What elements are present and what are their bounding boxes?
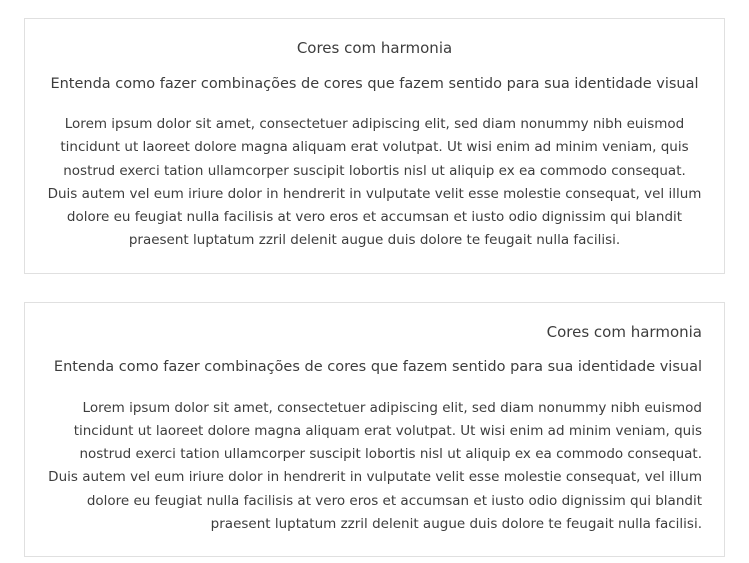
text-card-centered	[24, 18, 725, 274]
card-body-text: Lorem ipsum dolor sit amet, consectetuer adipiscing elit, sed diam nonummy nibh euismod tincidunt ut laoreet dolore magna aliquam erat volutpat. Ut wisi enim ad minim veniam, quis nostrud exerci tation ullamcorper suscipit lobortis nisl ut aliquip ex ea commodo consequat. Duis autem vel eum iriure dolor in hendrerit in vulputate velit esse molestie consequat, vel illum dolore eu feugiat nulla facilisis at vero eros et accumsan et iusto odio dignissim qui blandit praesent luptatum zzril delenit augue duis dolore te feugait nulla facilisi.	[48, 399, 702, 532]
card-title: Cores com harmonia	[296, 39, 453, 57]
card-body-text: Lorem ipsum dolor sit amet, consectetuer adipiscing elit, sed diam nonummy nibh euismod tincidunt ut laoreet dolore magna aliquam erat volutpat. Ut wisi enim ad minim veniam, quis nostrud exerci tation ullamcorper suscipit lobortis nisl ut aliquip ex ea commodo consequat. Duis autem vel eum iriure dolor in hendrerit in vulputate velit esse molestie consequat, vel illum dolore eu feugiat nulla facilisis at vero eros et accumsan et iusto odio dignissim qui blandit praesent luptatum zzril delenit augue duis dolore te feugait nulla facilisi.	[47, 116, 702, 249]
card-subtitle: Entenda como fazer combinações de cores que fazem sentido para sua identidade visual	[53, 359, 702, 376]
card-subtitle: Entenda como fazer combinações de cores que fazem sentido para sua identidade visual	[50, 75, 699, 92]
card-title: Cores com harmonia	[546, 322, 702, 341]
text-card-right-aligned	[24, 302, 725, 558]
